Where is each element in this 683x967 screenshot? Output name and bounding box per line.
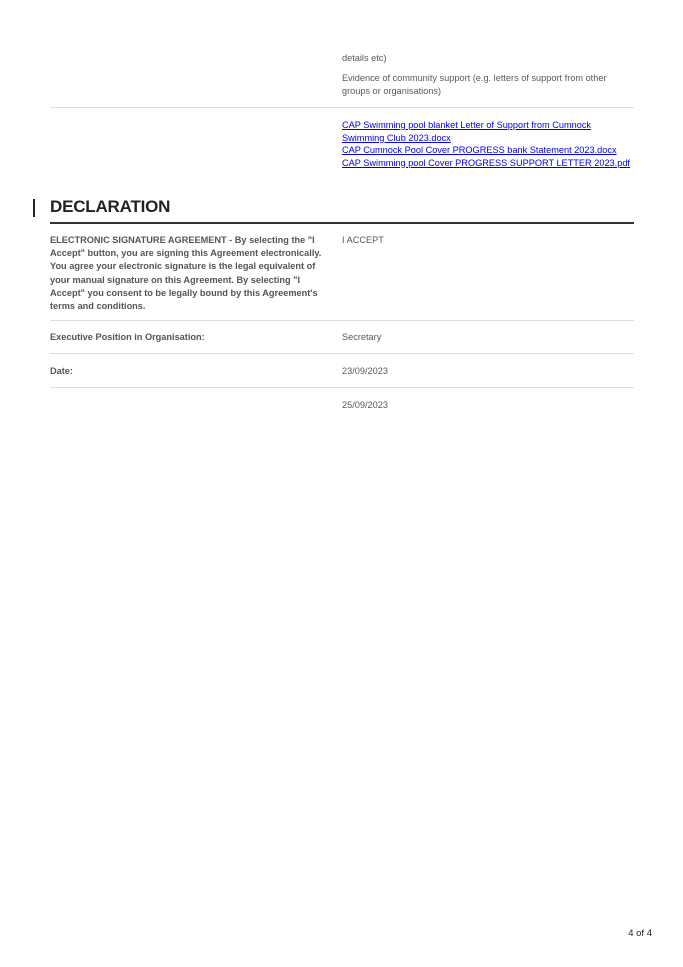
row-divider bbox=[50, 353, 634, 354]
attachment-link-support-letter[interactable]: CAP Swimming pool Cover PROGRESS SUPPORT LETTER 2023.pdf bbox=[342, 157, 630, 168]
row-divider bbox=[50, 107, 634, 108]
attachment-link-bank-statement[interactable]: CAP Cumnock Pool Cover PROGRESS bank Statement 2023.docx bbox=[342, 145, 617, 155]
electronic-signature-agreement-value: I ACCEPT bbox=[342, 235, 384, 245]
executive-position-value: Secretary bbox=[342, 332, 382, 342]
row-divider bbox=[50, 387, 634, 388]
section-rule bbox=[50, 222, 634, 224]
electronic-signature-agreement-label: ELECTRONIC SIGNATURE AGREEMENT - By selecting the "I Accept" button, you are signing this Agreement electronically. You agree your electronic signature is the legal equivalent of your manual signature on this Agreement. By selecting "I Accept" you consent to be legally bound by this Agreement's terms and conditions. bbox=[50, 235, 322, 312]
row-divider bbox=[50, 320, 634, 321]
date-value: 23/09/2023 bbox=[342, 366, 388, 376]
evidence-community-support-text: Evidence of community support (e.g. letters of support from other groups or organisations) bbox=[342, 73, 607, 96]
attachments-list bbox=[342, 119, 634, 169]
section-title-declaration: DECLARATION bbox=[50, 197, 171, 216]
page-number: 4 of 4 bbox=[628, 928, 652, 939]
attachment-link-letter-of-support[interactable]: CAP Swimming pool blanket Letter of Support from Cumnock Swimming Club 2023.docx bbox=[342, 120, 592, 143]
section-marker bbox=[33, 199, 35, 217]
submission-date-value: 25/09/2023 bbox=[342, 400, 388, 410]
date-label: Date: bbox=[50, 366, 73, 376]
executive-position-label: Executive Position in Organisation: bbox=[50, 332, 205, 342]
evidence-continued-text: details etc) bbox=[342, 53, 387, 63]
